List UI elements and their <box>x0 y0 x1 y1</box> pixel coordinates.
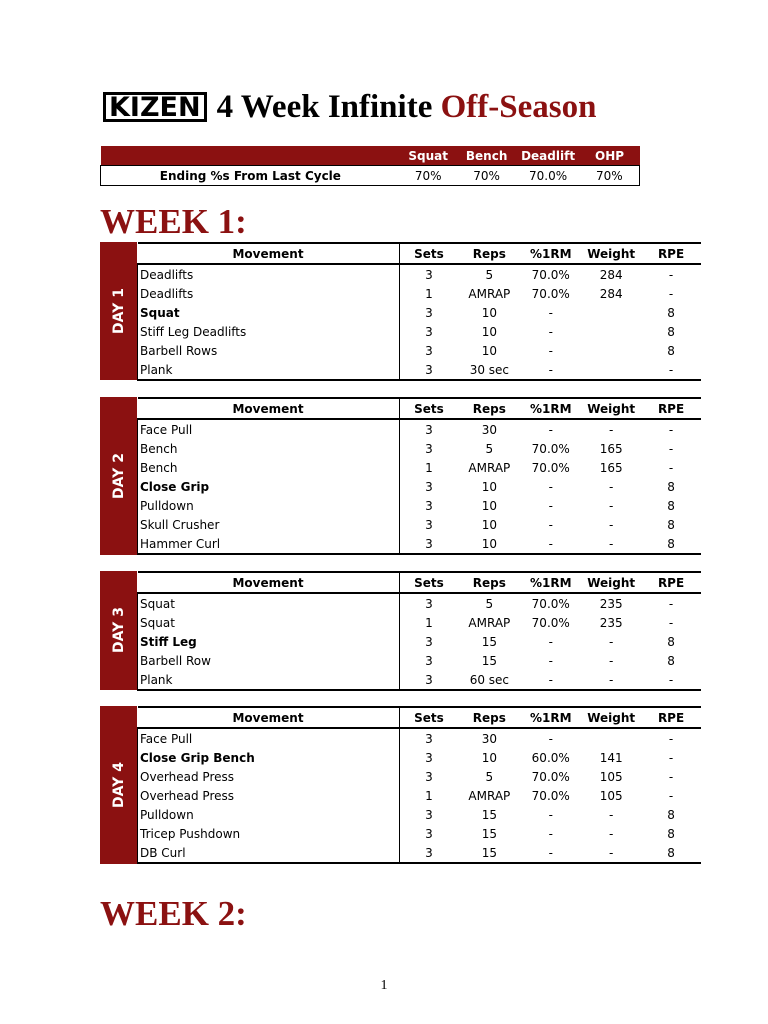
day-label-text: DAY 3 <box>110 607 127 654</box>
cell-reps: 30 <box>481 731 497 746</box>
table-row <box>138 670 702 690</box>
cell-rm: 70.0% <box>531 788 570 803</box>
day-label-text: DAY 1 <box>110 288 127 334</box>
column-header-sets: Sets <box>399 572 458 593</box>
cell-mv: Overhead Press <box>138 767 400 786</box>
cell-mv: Overhead Press <box>138 786 400 805</box>
table-row <box>138 515 702 534</box>
cell-wt: 284 <box>599 267 623 282</box>
summary-value-squat: 70% <box>414 168 442 183</box>
cell-rm: - <box>548 634 553 649</box>
cell-rpe: - <box>668 750 674 765</box>
day-table <box>137 571 701 691</box>
table-header-row <box>138 707 702 728</box>
summary-header-squat: Squat <box>408 148 448 163</box>
cell-reps: 15 <box>481 826 497 841</box>
table-row <box>138 651 702 670</box>
cell-rm: - <box>520 534 581 554</box>
cell-sets: 3 <box>399 632 458 651</box>
kizen-logo: KIZEN <box>103 92 207 122</box>
cell-wt: - <box>581 534 641 554</box>
table-row <box>138 284 702 303</box>
cell-sets: 3 <box>399 651 458 670</box>
cell-rpe: 8 <box>641 534 701 554</box>
cell-wt: - <box>608 479 614 494</box>
cell-mv: Pulldown <box>138 496 400 515</box>
cell-sets: 3 <box>399 477 458 496</box>
cell-reps: 10 <box>458 534 520 554</box>
column-header-rm: %1RM <box>520 707 581 728</box>
day-label <box>100 242 137 380</box>
column-header-rm: %1RM <box>520 398 581 419</box>
title-main: 4 Week Infinite <box>216 88 441 125</box>
cell-wt: 105 <box>599 788 623 803</box>
cell-rpe: 8 <box>667 479 675 494</box>
cell-wt: 284 <box>599 286 623 301</box>
cell-rm: 70.0% <box>531 267 570 282</box>
column-header-rpe: RPE <box>641 398 701 419</box>
cell-wt: 235 <box>599 615 623 630</box>
cell-rpe: 8 <box>667 305 675 320</box>
column-header-sets: Sets <box>399 398 458 419</box>
cell-mv: Plank <box>138 360 400 380</box>
cell-wt <box>581 303 641 322</box>
cell-rpe: - <box>668 441 674 456</box>
cell-rm: 70.0% <box>531 286 570 301</box>
table-row <box>138 322 702 341</box>
table-row <box>138 805 702 824</box>
cell-mv: Squat <box>138 613 400 632</box>
column-header-mv: Movement <box>138 572 400 593</box>
day-label <box>100 571 137 690</box>
cell-mv: Squat <box>138 593 400 613</box>
cell-sets: 3 <box>399 419 458 439</box>
table-row <box>138 786 702 805</box>
table-row <box>138 419 702 439</box>
cell-reps: AMRAP <box>468 615 511 630</box>
summary-label: Ending %s From Last Cycle <box>159 168 341 183</box>
cell-reps: 10 <box>481 479 497 494</box>
summary-header-ohp: OHP <box>595 148 625 163</box>
cell-rpe: - <box>641 670 701 690</box>
title-accent: Off-Season <box>440 88 597 125</box>
document-title <box>103 86 596 128</box>
column-header-reps: Reps <box>458 572 520 593</box>
day-label <box>100 706 137 864</box>
table-row <box>138 824 702 843</box>
cell-sets: 1 <box>399 284 458 303</box>
cell-mv: Face Pull <box>138 728 400 748</box>
cell-rm: 70.0% <box>531 596 570 611</box>
cell-sets: 3 <box>399 534 458 554</box>
cell-mv: DB Curl <box>138 843 400 863</box>
cell-rm: - <box>548 324 553 339</box>
cell-reps: AMRAP <box>468 460 511 475</box>
cell-mv: Deadlifts <box>138 264 400 284</box>
column-header-mv: Movement <box>138 398 400 419</box>
table-row <box>138 303 702 322</box>
cell-mv: Deadlifts <box>138 284 400 303</box>
cell-rpe: 8 <box>667 826 675 841</box>
summary-header-blank <box>101 146 400 166</box>
column-header-reps: Reps <box>458 707 520 728</box>
column-header-reps: Reps <box>458 398 520 419</box>
day-1-block <box>100 242 701 380</box>
cell-wt: - <box>608 422 614 437</box>
cell-rm: - <box>548 479 553 494</box>
day-label-text: DAY 4 <box>110 761 127 808</box>
cell-mv: Stiff Leg Deadlifts <box>138 322 400 341</box>
cell-reps: 60 sec <box>458 670 520 690</box>
table-row <box>138 458 702 477</box>
table-row <box>138 439 702 458</box>
cell-reps: 10 <box>481 305 497 320</box>
cell-sets: 3 <box>399 728 458 748</box>
cell-wt: - <box>581 843 641 863</box>
cell-reps: 15 <box>481 653 497 668</box>
cell-reps: 15 <box>481 807 497 822</box>
summary-header-deadlift: Deadlift <box>521 148 576 163</box>
cell-reps: 5 <box>485 441 494 456</box>
table-row <box>138 477 702 496</box>
week-1-heading: WEEK 1: <box>100 202 247 241</box>
cell-rpe: 8 <box>667 807 675 822</box>
cell-mv: Face Pull <box>138 419 400 439</box>
cell-wt: - <box>608 517 614 532</box>
cell-wt: - <box>608 634 614 649</box>
cell-mv: Pulldown <box>138 805 400 824</box>
day-label-text: DAY 2 <box>110 452 127 499</box>
cell-sets: 1 <box>399 613 458 632</box>
summary-value-deadlift: 70.0% <box>529 168 568 183</box>
cell-rm: - <box>548 498 553 513</box>
cell-rpe: - <box>668 422 674 437</box>
cell-wt: 165 <box>599 441 623 456</box>
cell-reps: 10 <box>481 324 497 339</box>
cell-wt: 105 <box>599 769 623 784</box>
cell-rpe: 8 <box>667 498 675 513</box>
day-label <box>100 397 137 555</box>
cell-rpe: - <box>668 731 674 746</box>
cell-rm: - <box>548 422 553 437</box>
cell-rm: - <box>520 670 581 690</box>
cell-rpe: 8 <box>667 653 675 668</box>
cell-rpe: 8 <box>641 843 701 863</box>
cell-mv: Stiff Leg <box>138 632 400 651</box>
table-row <box>138 534 702 554</box>
column-header-sets: Sets <box>399 707 458 728</box>
column-header-rm: %1RM <box>520 572 581 593</box>
cell-wt: 235 <box>599 596 623 611</box>
cell-rm: - <box>548 731 553 746</box>
week-2-heading: WEEK 2: <box>100 894 247 933</box>
cell-mv: Hammer Curl <box>138 534 400 554</box>
cell-rpe: - <box>668 596 674 611</box>
cell-rm: - <box>520 843 581 863</box>
table-row <box>138 632 702 651</box>
cell-reps: 10 <box>481 750 497 765</box>
cell-rm: 70.0% <box>531 769 570 784</box>
day-2-block <box>100 397 701 555</box>
summary-header-bench: Bench <box>465 148 508 163</box>
cell-rm: 70.0% <box>531 615 570 630</box>
cell-mv: Close Grip <box>138 477 400 496</box>
cell-wt: - <box>608 498 614 513</box>
cell-sets: 3 <box>399 670 458 690</box>
cell-reps: 15 <box>481 634 497 649</box>
table-row <box>138 613 702 632</box>
cell-mv: Squat <box>138 303 400 322</box>
table-header-row <box>138 243 702 264</box>
cell-mv: Close Grip Bench <box>138 748 400 767</box>
column-header-wt: Weight <box>581 707 641 728</box>
cell-wt: 141 <box>599 750 623 765</box>
column-header-mv: Movement <box>138 243 400 264</box>
table-row <box>138 264 702 284</box>
column-header-sets: Sets <box>399 243 458 264</box>
cell-wt <box>581 728 641 748</box>
cell-wt: 165 <box>599 460 623 475</box>
cell-rpe: - <box>641 360 701 380</box>
title-text <box>217 89 597 126</box>
cell-rm: - <box>548 653 553 668</box>
day-table <box>137 706 701 864</box>
table-row <box>138 843 702 863</box>
day-table <box>137 397 701 555</box>
cell-reps: 10 <box>481 343 497 358</box>
day-4-block <box>100 706 701 864</box>
table-row <box>138 593 702 613</box>
cell-rpe: - <box>668 769 674 784</box>
cell-rpe: - <box>668 788 674 803</box>
cell-rpe: - <box>668 267 674 282</box>
cell-wt <box>581 322 641 341</box>
cell-rm: - <box>548 807 553 822</box>
cell-rm: - <box>548 826 553 841</box>
cell-rpe: - <box>668 460 674 475</box>
cell-reps: AMRAP <box>468 788 511 803</box>
cell-rm: - <box>548 305 553 320</box>
cell-sets: 3 <box>399 496 458 515</box>
cell-sets: 3 <box>399 748 458 767</box>
table-row <box>138 767 702 786</box>
cell-rpe: 8 <box>667 343 675 358</box>
cell-rpe: 8 <box>667 324 675 339</box>
table-header-row <box>138 572 702 593</box>
cell-rpe: 8 <box>667 634 675 649</box>
cell-sets: 3 <box>399 767 458 786</box>
cell-reps: 15 <box>458 843 520 863</box>
cell-sets: 3 <box>399 439 458 458</box>
cell-reps: 5 <box>485 769 494 784</box>
cell-mv: Skull Crusher <box>138 515 400 534</box>
table-row <box>138 341 702 360</box>
column-header-rpe: RPE <box>641 572 701 593</box>
cell-sets: 3 <box>399 341 458 360</box>
summary-value-ohp: 70% <box>595 168 623 183</box>
cell-mv: Bench <box>138 439 400 458</box>
column-header-wt: Weight <box>581 243 641 264</box>
cell-rm: 70.0% <box>531 441 570 456</box>
column-header-wt: Weight <box>581 398 641 419</box>
cell-mv: Barbell Rows <box>138 341 400 360</box>
cell-rpe: - <box>668 286 674 301</box>
cell-reps: 10 <box>481 498 497 513</box>
summary-header-row <box>101 146 640 166</box>
cell-rpe: 8 <box>667 517 675 532</box>
cell-wt: - <box>581 670 641 690</box>
cell-mv: Barbell Row <box>138 651 400 670</box>
column-header-reps: Reps <box>458 243 520 264</box>
cell-mv: Bench <box>138 458 400 477</box>
cell-rm: - <box>520 360 581 380</box>
cell-wt <box>581 360 641 380</box>
cell-wt: - <box>608 807 614 822</box>
cell-sets: 3 <box>399 360 458 380</box>
table-header-row <box>138 398 702 419</box>
table-row <box>138 360 702 380</box>
table-row <box>138 496 702 515</box>
day-3-block <box>100 571 701 690</box>
cell-reps: AMRAP <box>468 286 511 301</box>
cell-mv: Plank <box>138 670 400 690</box>
cell-rm: 70.0% <box>531 460 570 475</box>
cell-sets: 3 <box>399 805 458 824</box>
cell-sets: 3 <box>399 515 458 534</box>
cell-rm: 60.0% <box>531 750 570 765</box>
cell-sets: 3 <box>399 824 458 843</box>
cell-reps: 10 <box>481 517 497 532</box>
cell-wt: - <box>608 653 614 668</box>
cell-sets: 3 <box>399 303 458 322</box>
column-header-rm: %1RM <box>520 243 581 264</box>
column-header-mv: Movement <box>138 707 400 728</box>
cell-rm: - <box>548 517 553 532</box>
cell-sets: 1 <box>399 458 458 477</box>
cell-mv: Tricep Pushdown <box>138 824 400 843</box>
summary-table <box>100 146 640 186</box>
table-row <box>138 748 702 767</box>
column-header-rpe: RPE <box>641 707 701 728</box>
cell-rm: - <box>548 343 553 358</box>
cell-reps: 30 <box>481 422 497 437</box>
summary-value-bench: 70% <box>473 168 500 183</box>
cell-sets: 3 <box>399 264 458 284</box>
cell-sets: 1 <box>399 786 458 805</box>
cell-reps: 30 sec <box>458 360 520 380</box>
column-header-wt: Weight <box>581 572 641 593</box>
column-header-rpe: RPE <box>641 243 701 264</box>
cell-rpe: - <box>668 615 674 630</box>
cell-reps: 5 <box>485 596 494 611</box>
day-table <box>137 242 701 381</box>
cell-wt <box>581 341 641 360</box>
cell-reps: 5 <box>485 267 494 282</box>
cell-sets: 3 <box>399 322 458 341</box>
cell-wt: - <box>608 826 614 841</box>
cell-sets: 3 <box>399 593 458 613</box>
table-row <box>138 728 702 748</box>
cell-sets: 3 <box>399 843 458 863</box>
summary-values-row <box>101 166 640 186</box>
page-number: 1 <box>380 978 388 993</box>
